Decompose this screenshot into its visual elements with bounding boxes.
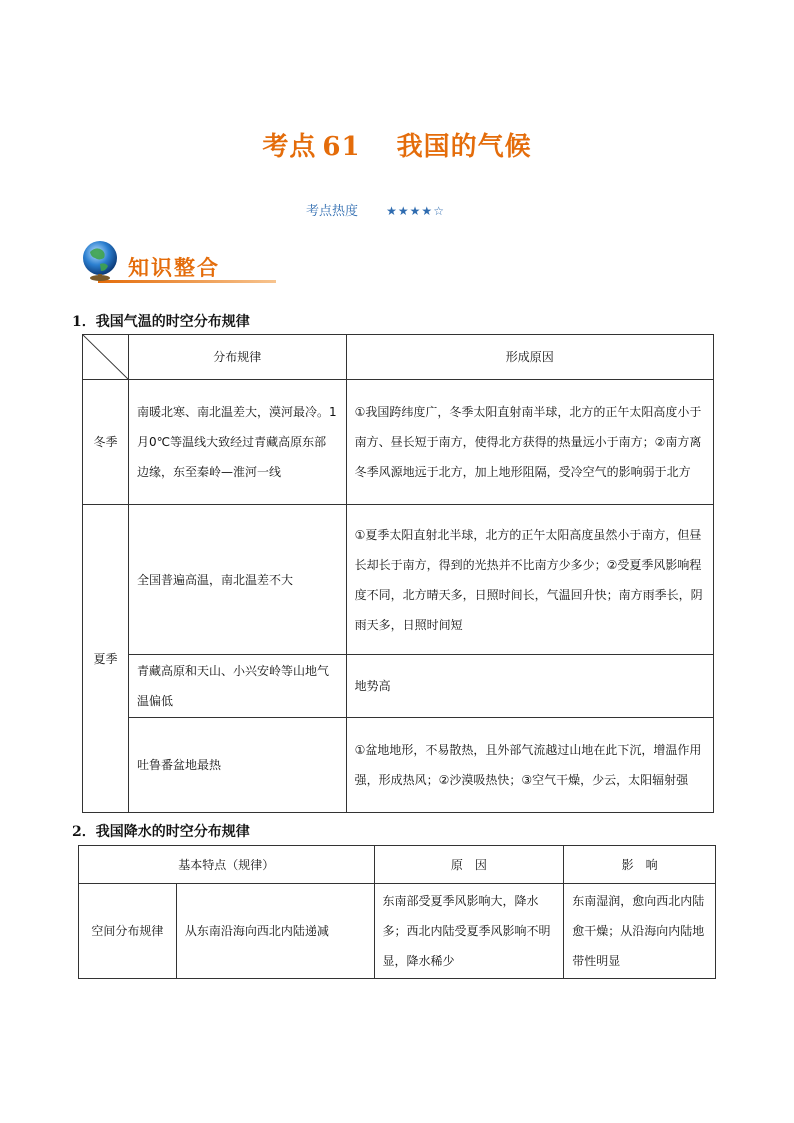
header-effect: 影 响 bbox=[564, 846, 716, 884]
winter-label: 冬季 bbox=[83, 380, 129, 505]
temperature-table bbox=[82, 334, 714, 813]
page-title bbox=[0, 126, 794, 163]
header-cause: 形成原因 bbox=[346, 335, 713, 380]
heat-label: 考点热度 bbox=[306, 204, 359, 219]
diagonal-header-cell bbox=[83, 335, 129, 380]
table-row bbox=[83, 655, 714, 718]
summer-rule-1: 全国普遍高温，南北温差不大 bbox=[128, 505, 346, 655]
precipitation-table bbox=[78, 845, 716, 979]
title-text: 我国的气候 bbox=[396, 132, 532, 162]
spatial-label: 空间分布规律 bbox=[79, 884, 177, 979]
winter-cause: ①我国跨纬度广，冬季太阳直射南半球，北方的正午太阳高度小于南方、昼长短于南方，使得北方获得的热量远小于南方；②南方离冬季风源地远于北方，加上地形阻隔，受冷空气的影响弱于北方 bbox=[346, 380, 713, 505]
summer-label: 夏季 bbox=[83, 505, 129, 813]
header-feature: 基本特点（规律） bbox=[79, 846, 375, 884]
summer-cause-3: ①盆地地形，不易散热，且外部气流越过山地在此下沉，增温作用强，形成热风；②沙漠吸热快；③空气干燥，少云，太阳辐射强 bbox=[346, 718, 713, 813]
table-row bbox=[83, 505, 714, 655]
summer-rule-3: 吐鲁番盆地最热 bbox=[128, 718, 346, 813]
spatial-effect: 东南湿润，愈向西北内陆愈干燥；从沿海向内陆地带性明显 bbox=[564, 884, 716, 979]
header-rule: 分布规律 bbox=[128, 335, 346, 380]
table-row bbox=[83, 380, 714, 505]
winter-rule: 南暖北寒、南北温差大，漠河最冷。1月0℃等温线大致经过青藏高原东部边缘，东至秦岭—淮河一线 bbox=[128, 380, 346, 505]
summer-cause-2: 地势高 bbox=[346, 655, 713, 718]
header-cause: 原 因 bbox=[374, 846, 564, 884]
table-row bbox=[83, 718, 714, 813]
table-header-row bbox=[79, 846, 716, 884]
title-prefix: 考点 bbox=[262, 132, 317, 162]
table-row bbox=[79, 884, 716, 979]
section1-title: 1．我国气温的时空分布规律 bbox=[72, 314, 250, 330]
summer-rule-2: 青藏高原和天山、小兴安岭等山地气温偏低 bbox=[128, 655, 346, 718]
section-banner-label: 知识整合 bbox=[128, 255, 220, 280]
table-header-row bbox=[83, 335, 714, 380]
section2-title: 2．我国降水的时空分布规律 bbox=[72, 824, 250, 840]
title-number: 61 bbox=[322, 132, 361, 162]
summer-cause-1: ①夏季太阳直射北半球，北方的正午太阳高度虽然小于南方，但昼长却长于南方，得到的光热并不比南方少多少；②受夏季风影响程度不同，北方晴天多，日照时间长，气温回升快；南方雨季长，阴雨天多，日照时间短 bbox=[346, 505, 713, 655]
heat-rating bbox=[306, 200, 445, 219]
spatial-rule: 从东南沿海向西北内陆递减 bbox=[176, 884, 374, 979]
spatial-cause: 东南部受夏季风影响大，降水多；西北内陆受夏季风影响不明显，降水稀少 bbox=[374, 884, 564, 979]
heat-stars: ★★★★☆ bbox=[386, 204, 445, 218]
